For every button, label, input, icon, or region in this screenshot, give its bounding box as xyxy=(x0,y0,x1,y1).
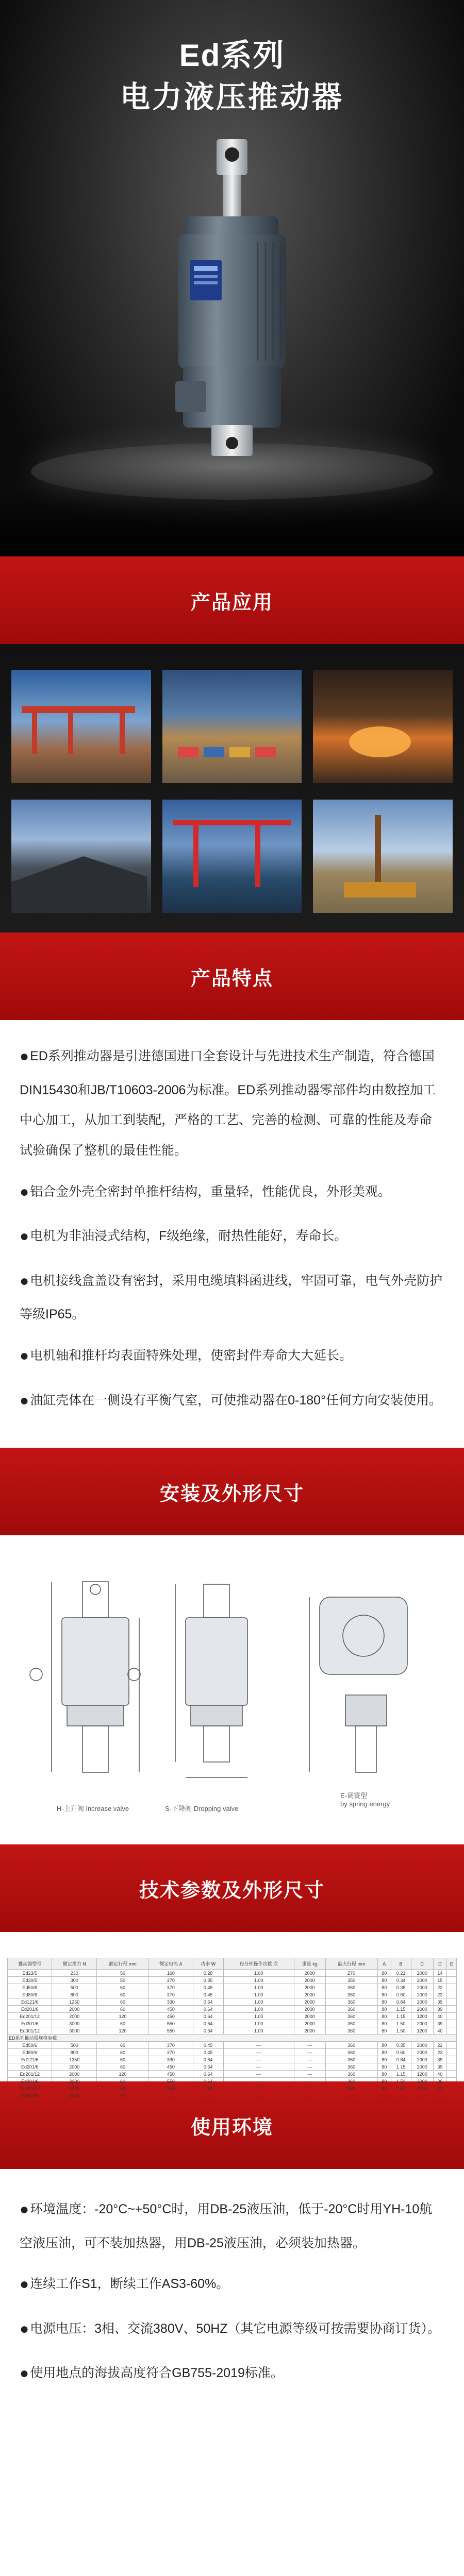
table-cell: — xyxy=(223,2085,294,2092)
table-cell: 60 xyxy=(96,1984,148,1991)
table-cell: — xyxy=(294,2049,326,2056)
table-cell: 39 xyxy=(433,2020,446,2027)
table-cell: — xyxy=(294,2071,326,2078)
table-cell: 1.00 xyxy=(223,1991,294,1998)
table-cell: 0.45 xyxy=(193,2049,223,2056)
table-cell: 60 xyxy=(96,1998,148,2006)
table-cell: 40 xyxy=(433,2013,446,2020)
table-row xyxy=(8,2013,457,2020)
table-cell: 300 xyxy=(52,1977,96,1984)
table-cell: — xyxy=(294,2063,326,2071)
table-cell: Ed121/6 xyxy=(8,1998,52,2006)
table-cell: 330 xyxy=(149,2056,193,2063)
table-cell: 1.15 xyxy=(391,2006,411,2013)
features-list xyxy=(0,1020,464,1448)
table-cell: 60 xyxy=(96,2006,148,2013)
table-cell: 2000 xyxy=(294,1998,326,2006)
gantry-crane-photo xyxy=(11,670,151,783)
table-cell: 550 xyxy=(149,2020,193,2027)
table-row xyxy=(8,1984,457,1991)
table-cell: 2000 xyxy=(52,2071,96,2078)
table-cell: 0.64 xyxy=(193,2071,223,2078)
table-cell: 120 xyxy=(96,2013,148,2020)
table-cell: 50 xyxy=(96,1977,148,1984)
table-row xyxy=(8,1970,457,1977)
table-cell: 1.50 xyxy=(391,2085,411,2092)
table-cell: 0.34 xyxy=(391,1977,411,1984)
table-cell: 360 xyxy=(325,1984,377,1991)
table-cell: — xyxy=(294,2042,326,2049)
table-cell: 60 xyxy=(96,2056,148,2063)
table-cell: — xyxy=(325,2092,377,2099)
table-cell: 2000 xyxy=(294,2020,326,2027)
table-cell: 360 xyxy=(325,2056,377,2063)
spec-table-area xyxy=(0,1932,464,2098)
table-cell xyxy=(446,2042,456,2049)
table-cell: 80 xyxy=(377,2027,391,2035)
table-cell: 80 xyxy=(377,2013,391,2020)
table-cell: Ed50/6 xyxy=(8,2042,52,2049)
table-cell: 0.64 xyxy=(193,2027,223,2035)
table-cell: 2000 xyxy=(294,1991,326,1998)
environment-item: ●使用地点的海拔高度符合GB755-2019标准。 xyxy=(20,2365,284,2382)
table-cell: 2000 xyxy=(411,2056,433,2063)
table-cell: 1200 xyxy=(411,2013,433,2020)
table-cell: 360 xyxy=(325,2085,377,2092)
table-cell: 120 xyxy=(96,2027,148,2035)
table-cell: 0.64 xyxy=(193,2078,223,2085)
table-cell xyxy=(446,1998,456,2006)
table-cell: 60 xyxy=(96,2020,148,2027)
table-cell: Ed500/6 xyxy=(8,2092,52,2099)
table-cell: — xyxy=(294,2092,326,2099)
table-cell: 80 xyxy=(377,2006,391,2013)
table-cell: — xyxy=(294,2078,326,2085)
table-cell: 80 xyxy=(377,2063,391,2071)
table-cell: 2000 xyxy=(294,2027,326,2035)
table-cell: 23 xyxy=(433,2049,446,2056)
table-cell: 1.50 xyxy=(391,2027,411,2035)
table-header-cell: 推动器型号 xyxy=(8,1958,52,1970)
table-cell: 1.00 xyxy=(223,1970,294,1977)
feature-item: ●油缸壳体在一侧设有平衡气室，可使推动器在0-180°任何方向安装使用。 xyxy=(20,1392,442,1409)
table-cell: 550 xyxy=(149,2027,193,2035)
table-cell: 550 xyxy=(149,2078,193,2085)
table-cell: 1200 xyxy=(411,2027,433,2035)
table-cell: 330 xyxy=(149,1998,193,2006)
port-crane-photo xyxy=(162,670,302,783)
table-cell: 1.00 xyxy=(223,2027,294,2035)
table-cell: Ed121/6 xyxy=(8,2056,52,2063)
table-header-cell: 额定电流 A xyxy=(149,1958,193,1970)
table-cell: Ed301/12 xyxy=(8,2027,52,2035)
table-cell: 39 xyxy=(433,2063,446,2071)
table-cell: 0.21 xyxy=(391,1970,411,1977)
table-cell: 2000 xyxy=(411,1991,433,1998)
table-cell xyxy=(446,1984,456,1991)
table-cell: — xyxy=(149,2092,193,2099)
steel-mill-photo xyxy=(313,670,453,783)
feature-item: ●电机接线盒盖设有密封，采用电缆填料函进线，牢固可靠，电气外壳防护等级IP65。 xyxy=(20,1272,443,1322)
table-cell: 0.60 xyxy=(391,1991,411,1998)
table-header-cell: 最大行程 mm xyxy=(325,1958,377,1970)
table-row xyxy=(8,1977,457,1984)
table-cell: — xyxy=(223,2092,294,2099)
table-cell: 120 xyxy=(96,2085,148,2092)
table-cell: 2000 xyxy=(411,1998,433,2006)
table-cell: 450 xyxy=(149,2071,193,2078)
table-cell xyxy=(446,2056,456,2063)
table-header-cell: 功率 W xyxy=(193,1958,223,1970)
table-cell: 0.84 xyxy=(391,1998,411,2006)
table-cell: 2000 xyxy=(411,1970,433,1977)
table-header-cell: 重量 kg xyxy=(294,1958,326,1970)
table-cell: 370 xyxy=(149,1991,193,1998)
table-cell: 15 xyxy=(433,1977,446,1984)
hero-title-line1: Ed系列 xyxy=(179,38,285,73)
table-cell: 1.00 xyxy=(223,2013,294,2020)
table-cell: 1.50 xyxy=(391,2020,411,2027)
table-cell: 0.64 xyxy=(193,2020,223,2027)
table-cell: 3000 xyxy=(52,2027,96,2035)
table-cell: 3000 xyxy=(52,2085,96,2092)
table-cell: 450 xyxy=(149,2063,193,2071)
table-cell: 360 xyxy=(325,2063,377,2071)
table-cell xyxy=(446,2027,456,2035)
table-cell: 0.35 xyxy=(193,1977,223,1984)
table-header-cell: 额定推力 N xyxy=(52,1958,96,1970)
table-cell: 270 xyxy=(149,1977,193,1984)
table-cell: 80 xyxy=(377,1991,391,1998)
hero-banner xyxy=(0,0,464,556)
table-cell: 1.00 xyxy=(223,1984,294,1991)
table-cell: — xyxy=(223,2078,294,2085)
table-cell: 14 xyxy=(433,1970,446,1977)
table-cell: — xyxy=(193,2092,223,2099)
table-cell: — xyxy=(223,2071,294,2078)
table-cell: 60 xyxy=(96,2049,148,2056)
table-cell: 23 xyxy=(433,1991,446,1998)
table-cell: 39 xyxy=(433,2056,446,2063)
table-cell: 0.64 xyxy=(193,2006,223,2013)
table-cell: 360 xyxy=(325,2013,377,2020)
table-cell: 1.00 xyxy=(223,1998,294,2006)
table-cell: 360 xyxy=(325,2049,377,2056)
table-cell: 60 xyxy=(96,1991,148,1998)
table-cell: Ed50/6 xyxy=(8,1984,52,1991)
application-gallery xyxy=(0,644,464,933)
caption-dropping-valve: S-下降阀 Dropping valve xyxy=(165,1805,239,1812)
table-header-cell: C xyxy=(411,1958,433,1970)
table-row xyxy=(8,2056,457,2063)
table-cell: 270 xyxy=(325,1970,377,1977)
table-cell: 160 xyxy=(149,1970,193,1977)
table-cell: 0.84 xyxy=(391,2056,411,2063)
environment-item: ●环境温度：-20°C~+50°C时，用DB-25液压油，低于-20°C时用YH-10航空液压油，可不装加热器，用DB-25液压油，必须装加热器。 xyxy=(20,2201,433,2250)
table-cell: Ed301/6 xyxy=(8,2078,52,2085)
environment-list xyxy=(0,2169,464,2421)
table-cell: 360 xyxy=(325,2027,377,2035)
install-diagrams xyxy=(0,1535,464,1844)
table-cell xyxy=(446,2006,456,2013)
table-cell: 1.15 xyxy=(391,2071,411,2078)
section-title: 产品特点 xyxy=(190,968,273,990)
table-cell: 2000 xyxy=(294,1977,326,1984)
table-cell: 550 xyxy=(149,2085,193,2092)
table-cell: 360 xyxy=(325,1998,377,2006)
table-cell xyxy=(446,1977,456,1984)
table-cell: 3000 xyxy=(52,2078,96,2085)
section-header-params xyxy=(0,1844,464,1932)
table-cell: 5000 xyxy=(52,2092,96,2099)
table-cell: 350 xyxy=(325,1977,377,1984)
environment-item: ●连续工作S1，断续工作AS3-60%。 xyxy=(20,2276,229,2293)
table-subheader-row xyxy=(8,2035,457,2042)
table-cell: Ed301/12 xyxy=(8,2085,52,2092)
table-cell: 39 xyxy=(433,1998,446,2006)
table-cell: 2000 xyxy=(294,2006,326,2013)
table-cell: 450 xyxy=(149,2013,193,2020)
table-cell: 40 xyxy=(433,2071,446,2078)
table-cell: 1200 xyxy=(411,2071,433,2078)
table-header-cell: D xyxy=(433,1958,446,1970)
caption-spring-energy: E-调簧型 by spring energy xyxy=(340,1792,390,1808)
table-cell: 2000 xyxy=(411,2049,433,2056)
table-header-cell: 每分钟操作次数 次 xyxy=(223,1958,294,1970)
table-cell: 450 xyxy=(149,2006,193,2013)
table-cell: 80 xyxy=(377,2020,391,2027)
hero-title xyxy=(0,36,464,116)
table-cell: Ed30/5 xyxy=(8,1977,52,1984)
table-cell: Ed301/6 xyxy=(8,2020,52,2027)
table-cell: 2000 xyxy=(294,1970,326,1977)
feature-item: ●电机为非油浸式结构，F级绝缘，耐热性能好，寿命长。 xyxy=(20,1228,347,1245)
table-cell: 60 xyxy=(96,2063,148,2071)
table-cell: — xyxy=(223,2056,294,2063)
feature-item: ●电机轴和推杆均表面特殊处理，使密封件寿命大大延长。 xyxy=(20,1347,353,1364)
table-cell: — xyxy=(223,2063,294,2071)
table-cell: 39 xyxy=(433,2078,446,2085)
table-cell: 0.35 xyxy=(391,2042,411,2049)
table-cell: Ed201/6 xyxy=(8,2063,52,2071)
environment-item: ●电源电压：3相、交流380V、50HZ（其它电源等级可按需要协商订货）。 xyxy=(20,2320,441,2337)
table-row xyxy=(8,1998,457,2006)
table-cell: 80 xyxy=(377,2056,391,2063)
table-header-cell: E xyxy=(446,1958,456,1970)
table-cell: 0.35 xyxy=(391,1984,411,1991)
table-row xyxy=(8,2006,457,2013)
section-title: 技术参数及外形尺寸 xyxy=(139,1879,325,1902)
spec-table xyxy=(7,1958,457,2099)
table-cell: 360 xyxy=(325,2078,377,2085)
table-cell: 3000 xyxy=(52,2020,96,2027)
hero-title-line2: 电力液压推动器 xyxy=(120,80,344,114)
table-cell: 1.00 xyxy=(223,2020,294,2027)
table-cell xyxy=(446,2049,456,2056)
table-cell: 2000 xyxy=(52,2063,96,2071)
table-row xyxy=(8,1991,457,1998)
table-cell: 1.00 xyxy=(223,2006,294,2013)
feature-item: ●铝合金外壳全密封单推杆结构，重量轻，性能优良，外形美观。 xyxy=(20,1183,391,1200)
table-cell: 0.64 xyxy=(193,2056,223,2063)
table-cell: 60 xyxy=(96,2092,148,2099)
section-title: 使用环境 xyxy=(190,2116,273,2139)
table-cell: 60 xyxy=(96,2078,148,2085)
table-cell: 0.64 xyxy=(193,2063,223,2071)
table-row xyxy=(8,2020,457,2027)
table-cell: 39 xyxy=(433,2006,446,2013)
table-cell: 2000 xyxy=(411,1977,433,1984)
table-cell: 370 xyxy=(149,2042,193,2049)
table-cell: 60 xyxy=(96,2042,148,2049)
table-cell: 2000 xyxy=(411,2042,433,2049)
table-cell: 80 xyxy=(377,2078,391,2085)
table-cell: 800 xyxy=(52,2049,96,2056)
table-cell: Ed201/6 xyxy=(8,2006,52,2013)
table-cell: 360 xyxy=(325,1991,377,1998)
table-cell: 360 xyxy=(325,2020,377,2027)
table-cell: Ed201/12 xyxy=(8,2013,52,2020)
table-cell: — xyxy=(391,2092,411,2099)
table-cell: 0.45 xyxy=(193,1991,223,1998)
table-cell: 2000 xyxy=(294,2013,326,2020)
table-cell: 80 xyxy=(377,1970,391,1977)
table-cell: 230 xyxy=(52,1970,96,1977)
table-cell: 2000 xyxy=(411,2063,433,2071)
table-cell: 0.28 xyxy=(193,1970,223,1977)
feature-item: ●ED系列推动器是引进德国进口全套设计与先进技术生产制造，符合德国DIN15430和JB/T10603-2006为标准。ED系列推动器零部件均由数控加工中心加工，从加工到装配，严格的工艺、完善的检测、可靠的性能及寿命试验确保了整机的最佳性能。 xyxy=(20,1048,436,1158)
table-cell: 1200 xyxy=(411,2085,433,2092)
table-cell: 0.64 xyxy=(193,2013,223,2020)
table-cell: 22 xyxy=(433,2042,446,2049)
table-cell: — xyxy=(377,2092,391,2099)
table-header-cell: B xyxy=(391,1958,411,1970)
table-cell: 80 xyxy=(377,1984,391,1991)
table-cell: 0.64 xyxy=(193,1998,223,2006)
table-cell: — xyxy=(223,2049,294,2056)
caption-increase-valve: H-上升阀 Increase valve xyxy=(57,1805,129,1812)
table-cell: — xyxy=(294,2085,326,2092)
table-cell: 0.64 xyxy=(193,2085,223,2092)
table-row xyxy=(8,2027,457,2035)
section-title: 产品应用 xyxy=(190,591,273,614)
table-cell: 2000 xyxy=(52,2006,96,2013)
table-cell: 1.00 xyxy=(223,1977,294,1984)
table-cell: 360 xyxy=(325,2071,377,2078)
table-cell: — xyxy=(294,2056,326,2063)
table-cell: 80 xyxy=(377,1977,391,1984)
table-cell: — xyxy=(223,2042,294,2049)
dimension-drawings xyxy=(0,1535,464,1844)
table-cell: 2000 xyxy=(411,2020,433,2027)
table-cell xyxy=(446,2071,456,2078)
table-cell: — xyxy=(433,2092,446,2099)
drilling-rig-photo xyxy=(313,800,453,913)
table-subheader-cell: ED系列推动器规格参数 xyxy=(8,2035,457,2042)
section-header-application xyxy=(0,556,464,644)
table-header-cell: 额定行程 mm xyxy=(96,1958,148,1970)
table-cell xyxy=(446,1991,456,1998)
table-cell: 1.15 xyxy=(391,2063,411,2071)
table-cell: Ed80/6 xyxy=(8,2049,52,2056)
table-cell: 370 xyxy=(149,1984,193,1991)
table-cell xyxy=(446,2013,456,2020)
table-cell: 50 xyxy=(96,1970,148,1977)
table-row xyxy=(8,2042,457,2049)
table-cell xyxy=(446,2063,456,2071)
section-header-install xyxy=(0,1448,464,1535)
table-cell: Ed23/5 xyxy=(8,1970,52,1977)
mining-conveyor-photo xyxy=(11,800,151,913)
table-cell: 0.45 xyxy=(193,1984,223,1991)
table-cell: 1250 xyxy=(52,2056,96,2063)
table-cell: 80 xyxy=(377,2085,391,2092)
table-cell: 800 xyxy=(52,1991,96,1998)
table-cell: 500 xyxy=(52,2042,96,2049)
table-cell: 1.15 xyxy=(391,2013,411,2020)
table-cell: 120 xyxy=(96,2071,148,2078)
table-cell: — xyxy=(411,2092,433,2099)
table-cell: 2000 xyxy=(411,2006,433,2013)
table-cell: 22 xyxy=(433,1984,446,1991)
table-cell: 80 xyxy=(377,2042,391,2049)
table-cell: 80 xyxy=(377,1998,391,2006)
table-cell: 1.50 xyxy=(391,2078,411,2085)
table-cell: 2000 xyxy=(411,2078,433,2085)
table-row xyxy=(8,2071,457,2078)
thruster-product-image xyxy=(155,139,309,469)
table-cell: 2000 xyxy=(411,1984,433,1991)
container-crane-photo xyxy=(162,800,302,913)
table-cell: 1250 xyxy=(52,1998,96,2006)
table-cell xyxy=(446,1970,456,1977)
table-cell: 40 xyxy=(433,2027,446,2035)
table-cell: 2000 xyxy=(294,1984,326,1991)
table-cell: 500 xyxy=(52,1984,96,1991)
table-cell: 0.60 xyxy=(391,2049,411,2056)
table-cell: 2000 xyxy=(52,2013,96,2020)
table-cell: 0.45 xyxy=(193,2042,223,2049)
section-header-features xyxy=(0,933,464,1020)
table-header-cell: A xyxy=(377,1958,391,1970)
table-cell: 40 xyxy=(433,2085,446,2092)
table-row xyxy=(8,2063,457,2071)
section-title: 安装及外形尺寸 xyxy=(159,1483,304,1505)
table-cell: 80 xyxy=(377,2071,391,2078)
table-cell: 360 xyxy=(325,2042,377,2049)
table-cell: Ed80/6 xyxy=(8,1991,52,1998)
table-header-row xyxy=(8,1958,457,1970)
table-cell: 360 xyxy=(325,2006,377,2013)
table-row xyxy=(8,2049,457,2056)
table-cell xyxy=(446,2020,456,2027)
table-cell: 80 xyxy=(377,2049,391,2056)
table-cell: Ed201/12 xyxy=(8,2071,52,2078)
table-cell: 370 xyxy=(149,2049,193,2056)
